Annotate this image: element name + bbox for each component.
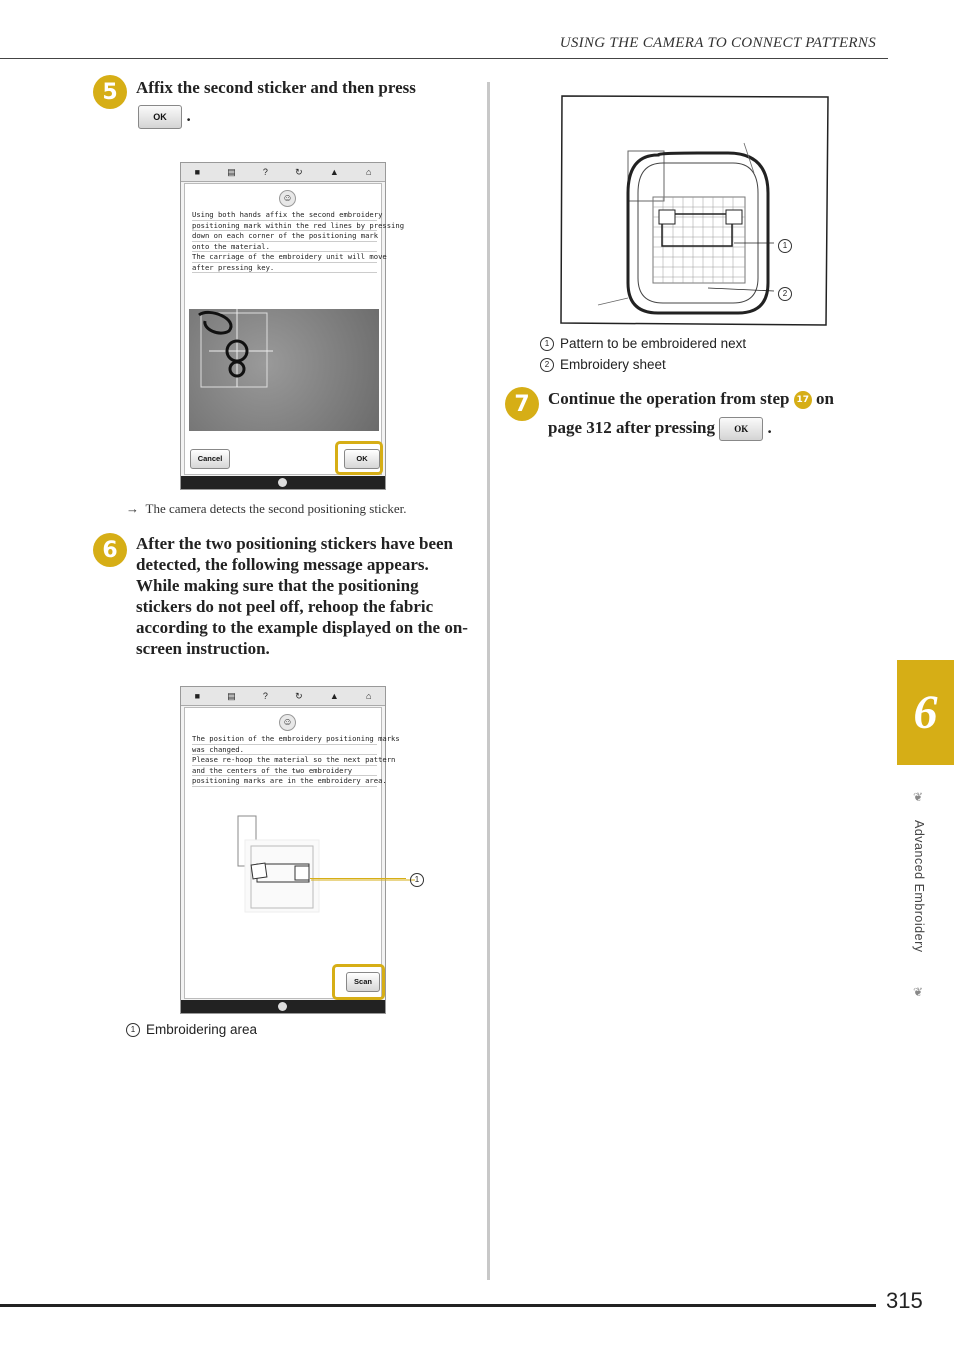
lock-icon[interactable]: ▲	[329, 691, 339, 701]
hoop-callout-1: 1	[778, 237, 798, 255]
home-icon[interactable]: ⌂	[365, 691, 372, 701]
status-icon	[278, 1002, 287, 1011]
screen-toolbar	[181, 687, 385, 706]
hoop-legend-2: 2 Embroidery sheet	[540, 357, 666, 372]
ornament-icon: ❦	[913, 985, 924, 999]
lcd-screen-rehoop	[180, 686, 400, 1014]
hoop-legend-1: 1 Pattern to be embroidered next	[540, 336, 746, 351]
lock-icon[interactable]: ▲	[329, 167, 339, 177]
header-rule	[0, 58, 888, 59]
screen-toolbar	[181, 163, 385, 182]
lcd-screen-affix-sticker	[180, 162, 405, 490]
screen-message: The position of the embroidery positioning marks was changed. Please re-hoop the material so the next pattern and the centers of the two embroidery positioning marks are in the embroidery area.	[192, 734, 400, 785]
smiley-icon: ☺	[279, 190, 296, 207]
screen-bottom-bar	[181, 476, 385, 489]
help-icon[interactable]: ?	[262, 167, 268, 177]
step-6-legend: 1 Embroidering area	[126, 1022, 257, 1037]
column-divider	[487, 82, 490, 1280]
screen-panel	[184, 707, 400, 999]
step-6-badge: 6	[93, 533, 127, 567]
embroidering-area-diagram	[225, 808, 335, 918]
camera-view	[189, 309, 379, 431]
ornament-icon: ❦	[913, 790, 924, 804]
ok-highlight	[335, 441, 383, 475]
ok-key-icon: OK	[719, 417, 763, 441]
camera-icon[interactable]: ■	[194, 167, 201, 177]
footer-rule	[0, 1304, 876, 1307]
step-7-badge: 7	[505, 387, 539, 421]
step-ref-badge: 17	[794, 391, 812, 409]
home-icon[interactable]: ⌂	[365, 167, 372, 177]
help-icon[interactable]: ?	[262, 691, 268, 701]
ok-button[interactable]: OK	[344, 449, 380, 469]
cancel-button[interactable]: Cancel	[190, 449, 230, 469]
step-5-inline-ok	[138, 105, 191, 129]
page-icon[interactable]: ▤	[227, 690, 236, 701]
screen-panel	[184, 183, 405, 475]
callout-leader	[310, 878, 406, 879]
screen-bottom-bar	[181, 1000, 385, 1013]
step-5-period: .	[186, 106, 191, 126]
callout-1: 1	[410, 871, 430, 889]
step-6-text: After the two positioning stickers have been detected, the following message appears. While making sure that the positioning stickers do not peel off, rehoop the fabric according to the example displayed on the on-screen instruction.	[136, 534, 468, 658]
ok-key-icon: OK	[138, 105, 182, 129]
status-icon	[278, 478, 287, 487]
hoop-callout-2: 2	[778, 285, 798, 303]
scan-highlight	[332, 964, 385, 1000]
page-number: 315	[886, 1288, 923, 1313]
step-5-text: Affix the second sticker and then press	[136, 78, 416, 97]
page-icon[interactable]: ▤	[227, 166, 236, 177]
step-5-result: → The camera detects the second positioning sticker.	[126, 501, 407, 516]
thread-icon[interactable]: ↻	[295, 166, 303, 177]
step-5-badge: 5	[93, 75, 127, 109]
thread-icon[interactable]: ↻	[295, 690, 303, 701]
camera-icon[interactable]: ■	[194, 691, 201, 701]
running-header: USING THE CAMERA TO CONNECT PATTERNS	[559, 35, 876, 51]
screen-message: Using both hands affix the second embroidery positioning mark within the red lines by pressing down on each corner of the positioning mark onto the material. The carriage of the embroidery unit will move after pressing key.	[192, 210, 405, 272]
step-7-line-1: Continue the operation from step 17 on	[548, 389, 834, 408]
step-7-line-2: page 312 after pressing OK .	[548, 417, 772, 441]
chapter-title-vertical: Advanced Embroidery	[912, 820, 926, 953]
smiley-icon: ☺	[279, 714, 296, 731]
scan-button[interactable]: Scan	[346, 972, 380, 992]
chapter-tab: 6	[897, 660, 954, 765]
